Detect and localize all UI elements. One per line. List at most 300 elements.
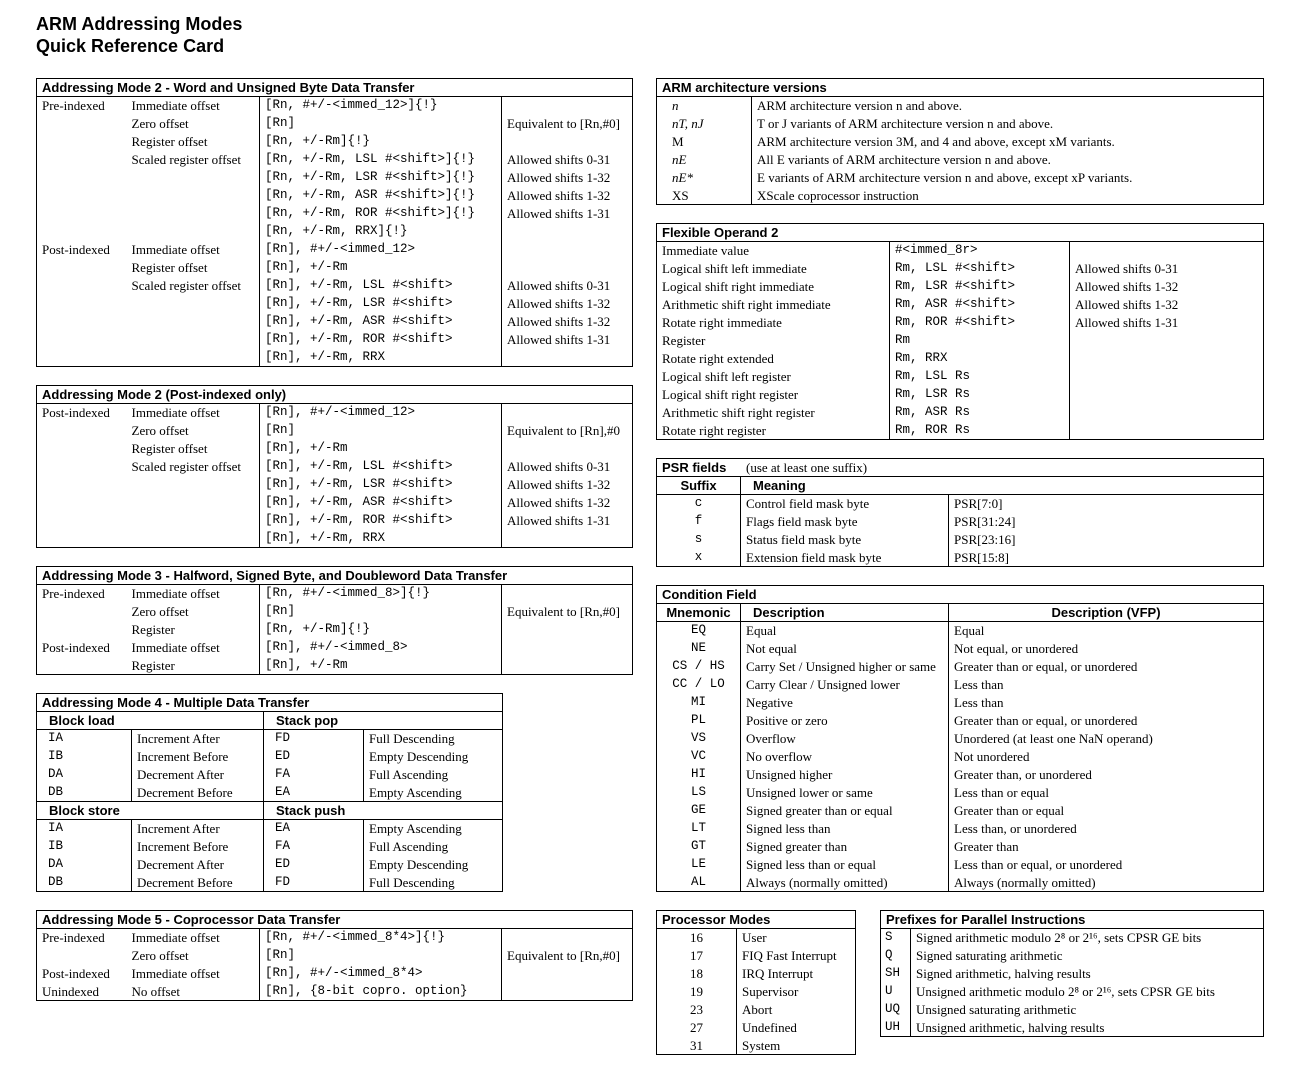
table-cell: Carry Set / Unsigned higher or same [741,658,949,676]
table-row [657,350,1264,368]
table-cell: VC [690,749,706,763]
table-cell [1070,368,1264,386]
table-cell: nE [672,152,687,167]
table-cell [37,151,127,169]
table-row [37,856,503,874]
table-cell: Post-indexed [42,242,110,257]
section-title: Addressing Mode 3 - Halfword, Signed Byte, and Doubleword Data Transfer [37,567,633,585]
table-cell: Allowed shifts 0-31 [1070,260,1264,278]
table-cell [37,169,127,187]
table-cell: Logical shift right register [662,387,799,402]
table-cell: Rm, LSL #<shift> [890,260,1070,278]
table-cell: [Rn] [260,947,502,965]
table-cell: ED [264,748,364,766]
table-cell: IA [48,821,64,836]
table-title-row [657,911,856,929]
table-cell: Allowed shifts 1-32 [502,187,633,205]
table-row [37,331,633,349]
table-cell: Carry Clear / Unsigned lower [741,676,949,694]
table-cell: Immediate offset [131,640,220,655]
table-cell [502,241,633,259]
table-cell: No overflow [741,748,949,766]
table-cell: Rm [890,332,1070,350]
table-cell: Decrement After [132,766,264,784]
table-cell: Allowed shifts 1-32 [1070,278,1264,296]
table-processor-modes [656,910,856,1055]
table-cell: LS [690,785,706,799]
table-body [881,929,1264,1037]
table-cell: Unsigned saturating arithmetic [911,1001,1264,1019]
table-cell: [Rn, +/-Rm, LSL #<shift>]{!} [260,151,502,169]
table-cell: Allowed shifts 1-32 [502,476,633,494]
subheader-row [37,712,503,730]
table-cell: s [694,532,703,546]
table-cell: S [885,930,893,945]
table-cell: Abort [737,1001,856,1019]
table-cell: Register offset [131,441,208,456]
table-cell: LT [690,821,706,835]
table-row [881,947,1264,965]
table-cell: Immediate offset [131,242,220,257]
table-cell: Unordered (at least one NaN operand) [949,730,1264,748]
table-cell: Rotate right immediate [662,315,782,330]
table-cell [1070,404,1264,422]
table-cell: Allowed shifts 1-31 [502,331,633,349]
table-body [37,929,633,1001]
table-cell: Supervisor [737,983,856,1001]
table-row [657,802,1264,820]
table-cell [502,983,633,1001]
table-cell: XS [672,187,689,203]
table-cell: Extension field mask byte [741,549,949,567]
table-cell: PSR[31:24] [949,513,1264,531]
table-cell [502,929,633,947]
table-cell: Allowed shifts 1-32 [502,313,633,331]
table-row [37,476,633,494]
table-row [881,929,1264,947]
table-cell: Empty Ascending [364,820,503,838]
table-row [37,440,633,458]
table-row [657,983,856,1001]
table-cell: Equivalent to [Rn,#0] [502,603,633,621]
table-row [657,386,1264,404]
table-cell [127,187,260,205]
table-cell [502,97,633,115]
table-row [657,820,1264,838]
table-cell [37,657,127,675]
subheader-stack-push: Stack push [264,802,503,820]
table-cell: GE [690,803,706,817]
table-row [657,622,1264,640]
table-cell [127,530,260,548]
table-cell: f [694,514,703,528]
table-row [657,97,1264,115]
table-cell: 19 [690,984,703,999]
table-cell: E variants of ARM architecture version n and above, except xP variants. [752,169,1264,187]
table-cell: Increment After [132,820,264,838]
table-body [37,585,633,675]
table-cell: IRQ Interrupt [737,965,856,983]
table-cell [502,530,633,548]
table-arm-architecture-versions [656,78,1264,205]
table-cell: Signed arithmetic, halving results [911,965,1264,983]
table-row [657,1001,856,1019]
table-cell: Immediate value [662,243,749,259]
table-cell: Zero offset [131,423,189,438]
table-title-row [657,586,1264,604]
table-cell: DB [48,784,64,799]
table-row [657,748,1264,766]
table-cell: M [672,134,684,149]
table-cell: ARM architecture version 3M, and 4 and above, except xM variants. [752,133,1264,151]
table-row [37,820,503,838]
table-row [657,1019,856,1037]
table-cell: 17 [690,948,703,963]
table-cell: Equivalent to [Rn,#0] [502,947,633,965]
table-row [657,676,1264,694]
table-row [657,115,1264,133]
table-cell: Control field mask byte [741,495,949,513]
table-cell [37,133,127,151]
table-cell: Empty Descending [364,856,503,874]
table-cell: [Rn], +/-Rm [260,657,502,675]
table-cell: Unindexed [42,983,100,999]
table-cell: Q [885,948,893,962]
table-cell: Rm, ASR Rs [890,404,1070,422]
table-row [657,640,1264,658]
table-row [657,947,856,965]
table-cell: Signed saturating arithmetic [911,947,1264,965]
column-header-description: Description [741,604,949,622]
table-cell: #<immed_8r> [890,242,1070,260]
table-row [657,549,1264,567]
table-cell: Unsigned higher [741,766,949,784]
table-cell: Flags field mask byte [741,513,949,531]
table-cell: Immediate offset [131,966,220,981]
table-cell: Immediate offset [131,586,220,602]
section-title [657,459,1264,477]
table-cell: x [694,549,703,564]
table-addressing-mode-2 [36,78,633,367]
table-cell [37,349,127,367]
table-cell: Logical shift left register [662,369,791,384]
table-cell: Undefined [737,1019,856,1037]
table-cell: DA [48,857,64,871]
table-cell: 16 [690,930,703,946]
table-cell: [Rn], +/-Rm, ROR #<shift> [260,331,502,349]
table-cell [502,223,633,241]
table-cell: Scaled register offset [131,278,241,293]
table-cell: Equivalent to [Rn,#0] [502,115,633,133]
table-row [657,766,1264,784]
table-body [657,929,856,1055]
table-cell [37,295,127,313]
table-row [37,115,633,133]
section-title: Addressing Mode 2 - Word and Unsigned Byte Data Transfer [37,79,633,97]
table-cell: Decrement Before [132,874,264,892]
table-cell: [Rn], +/-Rm [260,440,502,458]
table-row [657,658,1264,676]
table-cell: Not equal, or unordered [949,640,1264,658]
table-addressing-mode-4 [36,693,503,892]
table-cell [502,639,633,657]
bottom-tables-row [656,910,1264,1073]
table-cell: PSR[23:16] [949,531,1264,549]
table-row [657,133,1264,151]
table-cell [37,115,127,133]
table-row [657,838,1264,856]
table-cell: PSR[15:8] [949,549,1264,567]
table-cell [127,494,260,512]
column-header-description-vfp: Description (VFP) [949,604,1264,622]
table-row [881,1019,1264,1037]
table-cell [502,657,633,675]
section-title: Addressing Mode 2 (Post-indexed only) [37,386,633,404]
table-cell: [Rn] [260,603,502,621]
table-cell: PL [690,713,706,727]
table-cell: Scaled register offset [131,152,241,167]
table-cell: 27 [690,1020,703,1035]
table-cell: 31 [690,1037,703,1053]
table-cell [127,476,260,494]
table-row [657,1037,856,1055]
table-row [37,313,633,331]
table-cell: Pre-indexed [42,98,105,114]
table-cell: EA [264,820,364,838]
subheader-row [657,477,1264,495]
table-cell [37,205,127,223]
table-row [37,838,503,856]
table-cell: FA [264,766,364,784]
table-cell: Immediate offset [131,405,220,421]
table-cell: Unsigned lower or same [741,784,949,802]
table-row [881,1001,1264,1019]
section-title: Prefixes for Parallel Instructions [881,911,1264,929]
table-cell: nT, nJ [672,116,704,131]
table-cell [502,585,633,603]
table-cell: VS [690,731,706,745]
table-cell: Full Ascending [364,838,503,856]
table-row [657,929,856,947]
table-title-row [37,386,633,404]
table-cell: Pre-indexed [42,586,105,602]
table-cell [502,259,633,277]
table-cell [127,169,260,187]
table-cell [37,422,127,440]
table-cell: CS / HS [672,659,725,673]
table-row [657,712,1264,730]
table-cell: Rm, LSL Rs [890,368,1070,386]
table-cell: Full Descending [364,730,503,748]
section-title: Addressing Mode 4 - Multiple Data Transfer [37,694,503,712]
table-cell: Unsigned arithmetic, halving results [911,1019,1264,1037]
table-row [37,530,633,548]
table-condition-field [656,585,1264,892]
table-addressing-mode-2-post-indexed [36,385,633,548]
table-cell [37,223,127,241]
table-cell: DB [48,874,64,889]
table-cell: Greater than or equal [949,802,1264,820]
table-row [657,531,1264,549]
table-row [37,259,633,277]
table-cell: [Rn] [260,115,502,133]
table-cell: EA [264,784,364,802]
table-row [657,151,1264,169]
subheader-row [657,604,1264,622]
table-cell: Not equal [741,640,949,658]
table-cell: [Rn], +/-Rm, ASR #<shift> [260,494,502,512]
table-row [657,495,1264,513]
table-cell: AL [690,874,706,889]
table-cell: Equal [741,622,949,640]
table-row [37,169,633,187]
table-cell: Zero offset [131,948,189,963]
table-cell: CC / LO [672,677,725,691]
subheader-block-load: Block load [37,712,264,730]
table-cell: XScale coprocessor instruction [752,187,1264,205]
table-cell [1070,422,1264,440]
table-cell [502,621,633,639]
table-cell: Equal [949,622,1264,640]
table-cell: Register [662,333,706,348]
table-cell: Always (normally omitted) [741,874,949,892]
column-header-meaning: Meaning [741,477,1264,495]
table-cell: [Rn], +/-Rm, RRX [260,349,502,367]
table-cell: Signed greater than [741,838,949,856]
table-row [37,929,633,947]
table-cell: IA [48,731,64,746]
table-row [881,983,1264,1001]
table-cell: Signed greater than or equal [741,802,949,820]
table-cell: UH [885,1019,901,1034]
table-row [37,730,503,748]
table-cell: 18 [690,966,703,981]
table-cell: Register [131,657,175,673]
table-cell [127,295,260,313]
table-cell: Zero offset [131,604,189,619]
table-cell: Post-indexed [42,966,110,981]
table-cell: Immediate offset [131,98,220,114]
table-cell: Status field mask byte [741,531,949,549]
table-row [37,874,503,892]
table-cell: Logical shift left immediate [662,261,807,276]
table-body [37,820,503,892]
table-row [37,187,633,205]
table-cell: Allowed shifts 1-32 [502,169,633,187]
table-body [657,97,1264,205]
table-cell: [Rn, #+/-<immed_8>]{!} [260,585,502,603]
table-cell: [Rn], +/-Rm, LSR #<shift> [260,476,502,494]
table-row [881,965,1264,983]
table-psr-fields [656,458,1264,567]
table-row [37,97,633,115]
table-cell: Immediate offset [131,930,220,946]
table-cell: PSR[7:0] [949,495,1264,513]
table-cell: [Rn, +/-Rm, ROR #<shift>]{!} [260,205,502,223]
table-cell: Logical shift right immediate [662,279,814,294]
table-cell [502,440,633,458]
table-cell: [Rn], #+/-<immed_12> [260,241,502,259]
subheader-stack-pop: Stack pop [264,712,503,730]
table-cell [37,458,127,476]
table-cell: Arithmetic shift right immediate [662,297,831,312]
table-cell: nE* [672,170,693,185]
table-cell: Signed less than or equal [741,856,949,874]
section-title: ARM architecture versions [657,79,1264,97]
table-cell: Arithmetic shift right register [662,405,815,420]
table-cell: Rotate right extended [662,351,774,366]
table-row [37,639,633,657]
table-cell: GT [690,839,706,853]
table-cell: [Rn, #+/-<immed_8*4>]{!} [260,929,502,947]
table-row [657,332,1264,350]
table-row [657,694,1264,712]
table-cell: Less than or equal [949,784,1264,802]
table-row [657,784,1264,802]
table-cell: HI [690,767,706,781]
table-cell: Less than [949,676,1264,694]
table-title-row [657,224,1264,242]
table-cell: 23 [690,1002,703,1017]
table-cell: Rotate right register [662,422,766,438]
table-cell: [Rn, +/-Rm]{!} [260,133,502,151]
table-body [37,404,633,548]
section-title: Condition Field [657,586,1264,604]
table-cell: n [672,98,679,114]
left-column [36,78,633,1001]
psr-fields-note: (use at least one suffix) [746,460,868,475]
table-row [37,784,503,802]
table-cell: EQ [690,623,706,638]
table-cell: ED [264,856,364,874]
table-cell [1070,386,1264,404]
table-cell: Overflow [741,730,949,748]
table-cell: Signed arithmetic modulo 2⁸ or 2¹⁶, sets CPSR GE bits [911,929,1264,947]
table-row [37,965,633,983]
table-cell: User [737,929,856,947]
table-row [37,422,633,440]
table-cell [37,440,127,458]
table-row [37,133,633,151]
page-header [36,13,1265,57]
table-addressing-mode-5 [36,910,633,1001]
table-body [657,495,1264,567]
table-cell: No offset [131,983,181,999]
table-cell: Always (normally omitted) [949,874,1264,892]
table-row [657,513,1264,531]
table-cell [1070,242,1264,260]
table-cell [37,331,127,349]
table-row [37,205,633,223]
table-row [657,874,1264,892]
table-flexible-operand-2 [656,223,1264,440]
table-cell: [Rn], +/-Rm, LSL #<shift> [260,458,502,476]
section-title: Addressing Mode 5 - Coprocessor Data Transfer [37,911,633,929]
table-cell: Allowed shifts 1-32 [502,494,633,512]
table-cell: Greater than [949,838,1264,856]
table-cell: ARM architecture version n and above. [752,97,1264,115]
table-cell: Decrement Before [132,784,264,802]
psr-fields-label: PSR fields [662,460,727,475]
table-row [37,657,633,675]
table-cell: Not unordered [949,748,1264,766]
table-cell: Allowed shifts 0-31 [502,277,633,295]
table-row [37,458,633,476]
table-cell: Rm, LSR #<shift> [890,278,1070,296]
table-row [37,241,633,259]
table-cell: Scaled register offset [131,459,241,474]
table-cell: [Rn, +/-Rm, ASR #<shift>]{!} [260,187,502,205]
